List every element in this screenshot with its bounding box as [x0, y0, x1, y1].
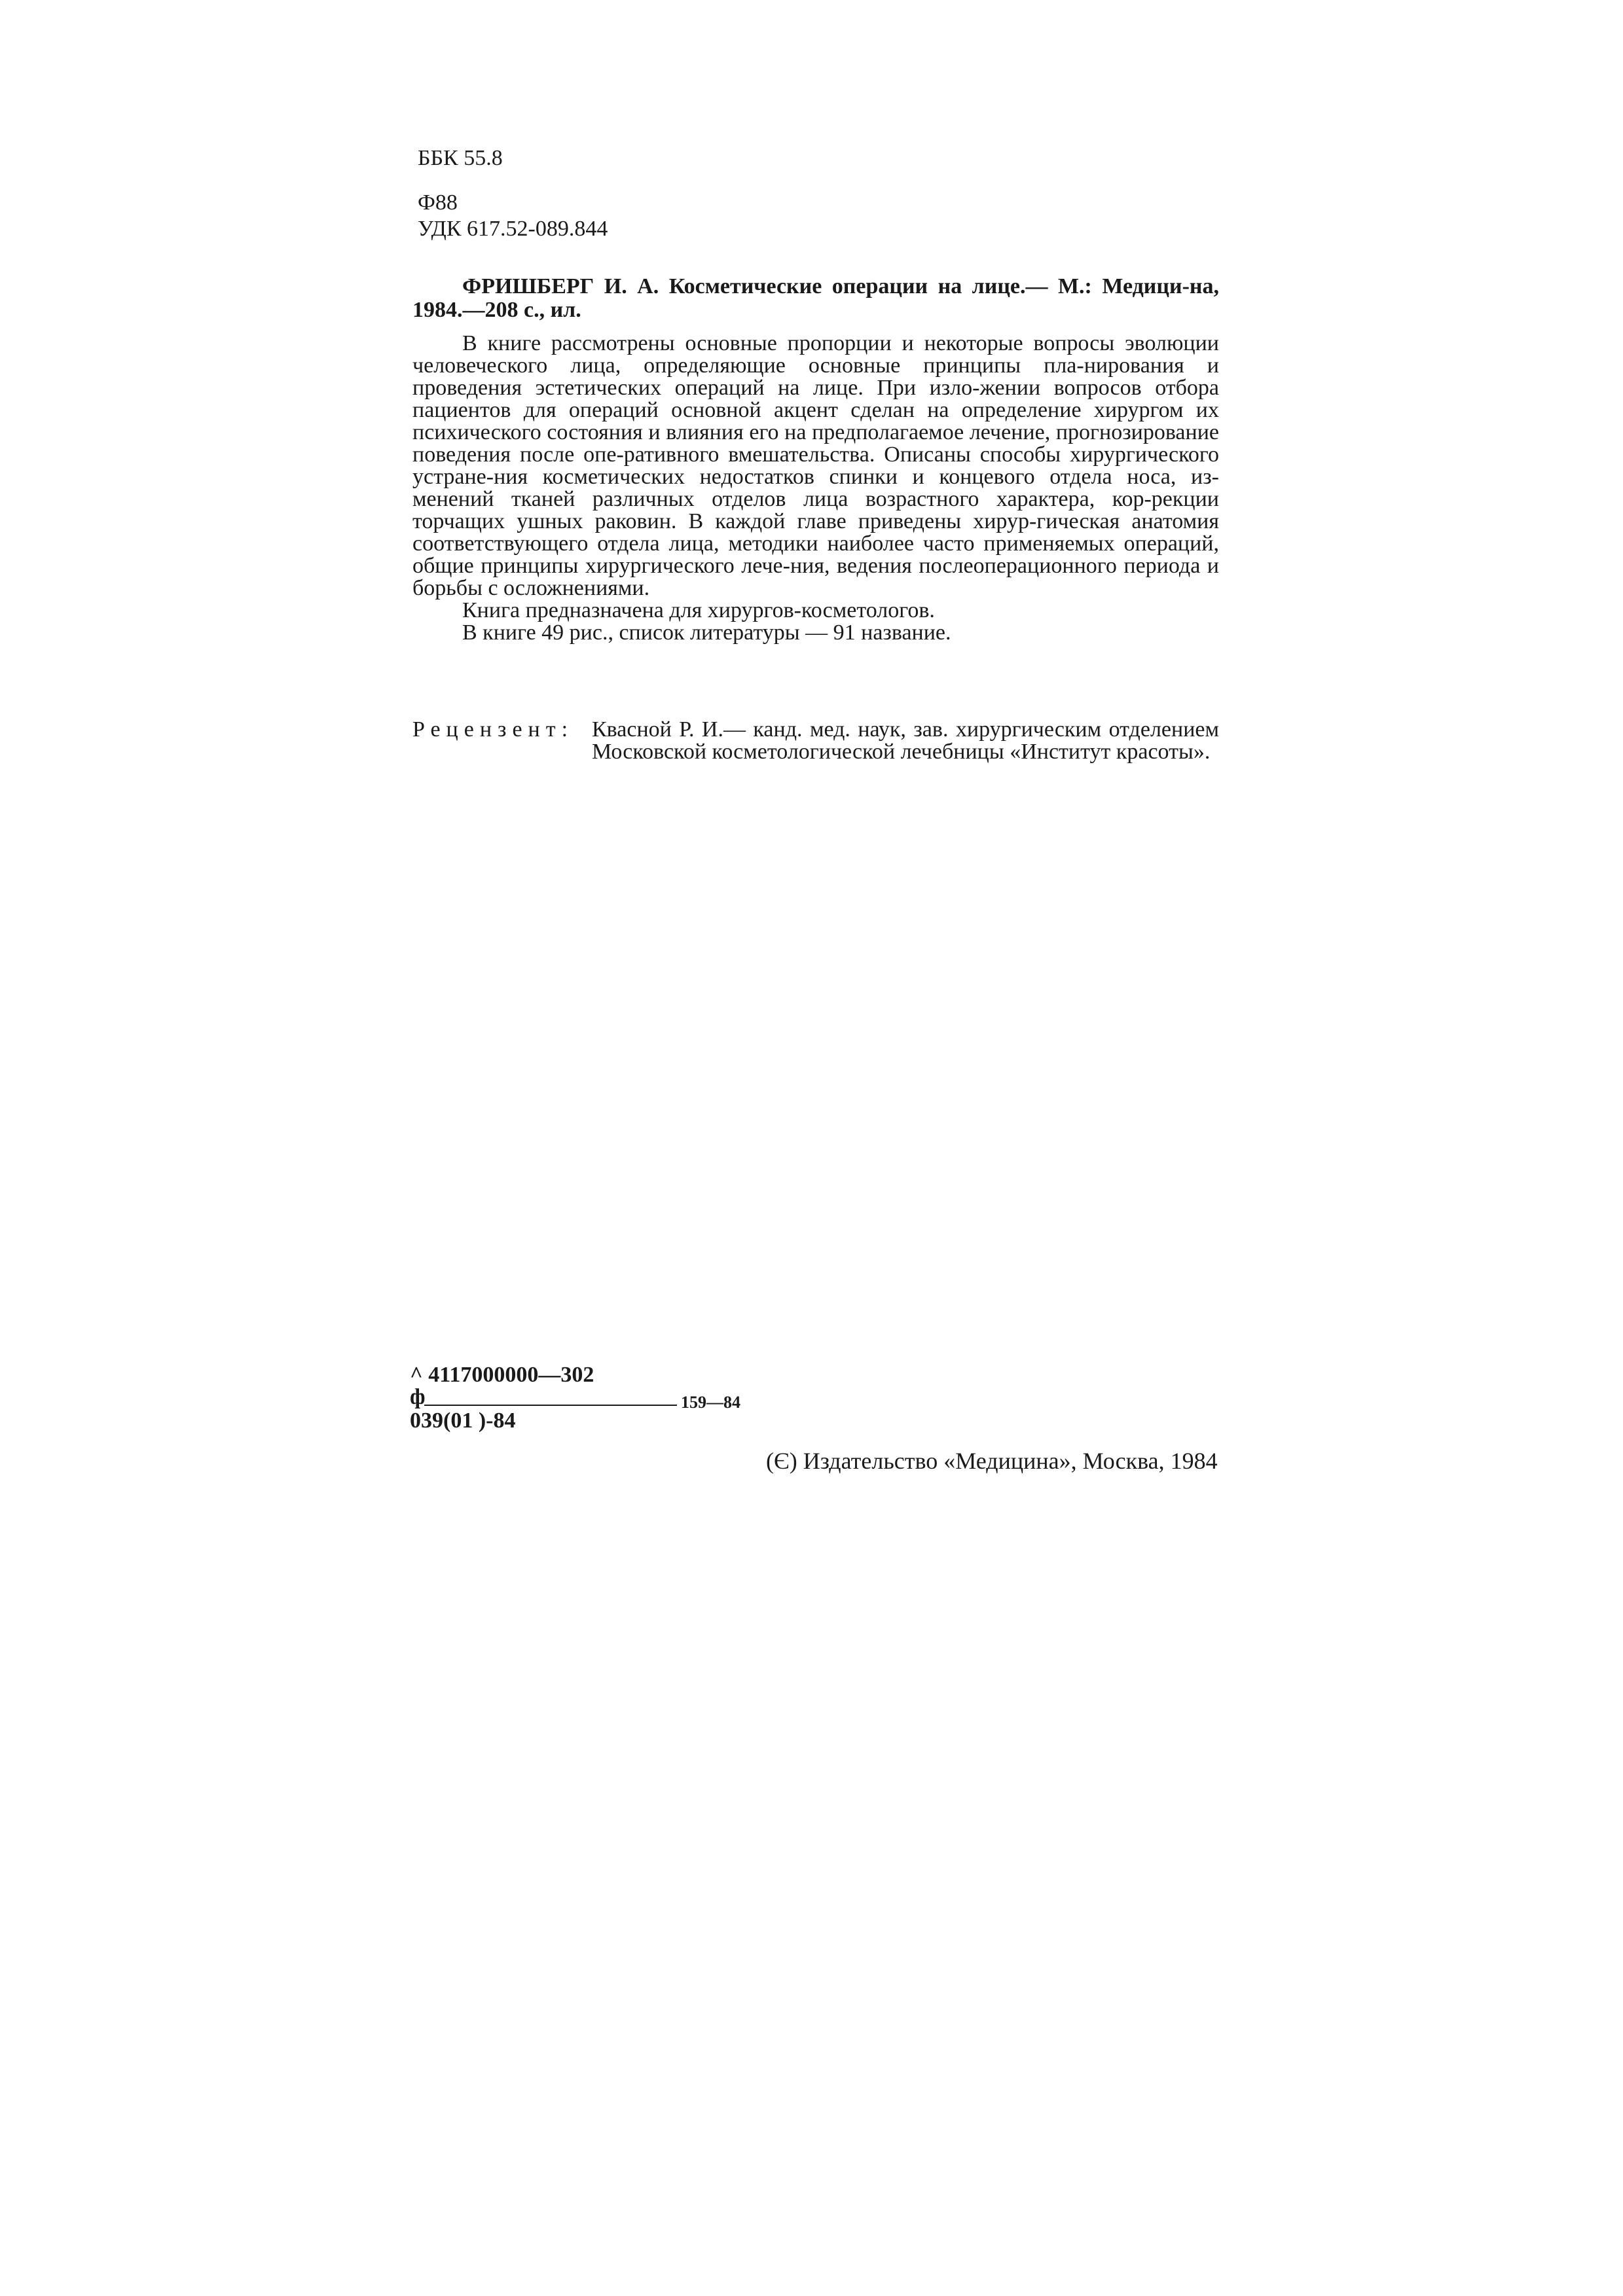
reviewer-label: Рецензент:	[412, 717, 574, 742]
publication-code	[410, 1363, 740, 1441]
reviewer-text: Квасной Р. И.— канд. мед. наук, зав. хирургическим отделением Московской косметологической лечебницы «Институт красоты».	[592, 717, 1219, 764]
code-denominator: 039(01 )-84	[410, 1408, 516, 1433]
abstract-paragraph: В книге 49 рис., список литературы — 91 название.	[462, 620, 951, 645]
copyright-line: (Є) Издательство «Медицина», Москва, 1984	[766, 1448, 1218, 1474]
abstract-paragraph: В книге рассмотрены основные пропорции и некоторые вопросы эволюции человеческого лица, определяющие основные принципы пла-нирования и проведения эстетических операций на лице. При изло-жении вопросов отбора пациентов для операций основной акцент сделан на определение хирургом их психического состояния и влияния его на предполагаемое лечение, прогнозирование поведения после опе-ративного вмешательства. Описаны способы хирургического устране-ния косметических недостатков спинки и концевого отдела носа, из-менений тканей различных отделов лица возрастного характера, кор-рекции торчащих ушных раковин. В каждой главе приведены хирур-гическая анатомия соответствующего отдела лица, методики наиболее часто применяемых операций, общие принципы хирургического лече-ния, ведения послеоперационного периода и борьбы с осложнениями.	[412, 331, 1219, 600]
code-order-number: 159—84	[681, 1393, 740, 1412]
udk-index: УДК 617.52-089.844	[418, 217, 608, 241]
bbk-index: ББК 55.8	[418, 146, 503, 170]
abstract-paragraph: Книга предназначена для хирургов-косметологов.	[462, 598, 935, 622]
fraction-rule	[424, 1405, 677, 1406]
bibliographic-entry-text: ФРИШБЕРГ И. А. Косметические операции на лице.— М.: Медици-на, 1984.—208 с., ил.	[412, 274, 1219, 322]
code-phi-letter: ф	[410, 1385, 426, 1409]
code-numerator: ^ 4117000000—302	[410, 1363, 594, 1387]
bibliographic-entry	[412, 275, 1219, 322]
author-mark: Ф88	[418, 190, 458, 215]
abstract	[412, 332, 1219, 644]
